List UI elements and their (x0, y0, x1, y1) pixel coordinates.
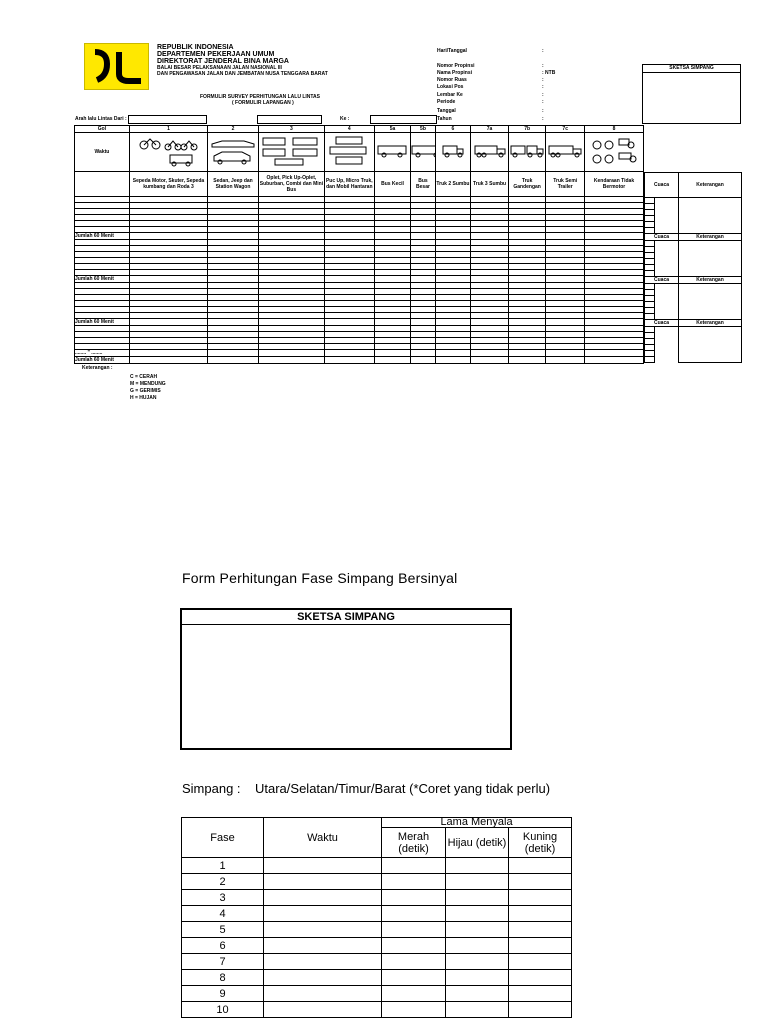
info-value: : (542, 92, 544, 98)
keterangan-cell[interactable] (679, 241, 742, 277)
sketsa-small-title: SKETSA SIMPANG (643, 65, 740, 73)
fase-number: 1 (182, 858, 264, 874)
total-cell[interactable] (324, 233, 374, 240)
fase-input-cell[interactable] (509, 858, 572, 874)
count-cell[interactable] (435, 350, 471, 357)
count-cell[interactable] (471, 350, 509, 357)
non-motorized-icon (585, 133, 644, 172)
desc-gol-7b: Truk Gandengan (508, 172, 546, 197)
survey-table (74, 125, 644, 364)
fase-input-cell[interactable] (509, 954, 572, 970)
icon-row (75, 133, 644, 172)
fase-input-cell[interactable] (509, 906, 572, 922)
fase-number: 8 (182, 970, 264, 986)
survey-body (75, 197, 644, 364)
total-cell[interactable] (324, 357, 374, 364)
fase-input-cell[interactable] (446, 906, 509, 922)
fase-input-cell[interactable] (446, 938, 509, 954)
fase-input-cell[interactable] (264, 890, 382, 906)
fase-input-cell[interactable] (264, 874, 382, 890)
gol-7b: 7b (508, 126, 546, 133)
info-label: Periode (437, 99, 456, 105)
cuaca-subheader (645, 320, 742, 327)
cuaca-header: Cuaca (645, 320, 679, 327)
cuaca-subheader (645, 277, 742, 284)
gol-2: 2 (208, 126, 259, 133)
total-cell[interactable] (411, 319, 435, 326)
org-line-3: DIREKTORAT JENDERAL BINA MARGA (157, 58, 289, 65)
small-bus-icon (374, 133, 411, 172)
desc-blank (75, 172, 130, 197)
desc-gol-4: Puc Up, Micro Truk, dan Mobil Hantaran (324, 172, 374, 197)
arah-field[interactable] (128, 115, 207, 124)
fase-row (182, 858, 572, 874)
total-cell[interactable] (374, 233, 411, 240)
total-cell[interactable] (471, 276, 509, 283)
total-cell[interactable] (411, 233, 435, 240)
gol-1: 1 (129, 126, 207, 133)
info-row (437, 63, 544, 69)
fase-number: 2 (182, 874, 264, 890)
fase-number: 7 (182, 954, 264, 970)
fase-row (182, 986, 572, 1002)
total-cell[interactable] (585, 276, 644, 283)
keterangan-header: Keterangan (679, 234, 742, 241)
fase-input-cell[interactable] (446, 874, 509, 890)
fase-input-cell[interactable] (382, 1002, 446, 1018)
total-cell[interactable] (208, 276, 259, 283)
truck-3-axle-icon (471, 133, 509, 172)
count-cell[interactable] (546, 350, 585, 357)
legend-item: H = HUJAN (130, 395, 157, 401)
info-label: Nomor Ruas (437, 77, 467, 83)
total-cell[interactable] (258, 233, 324, 240)
total-cell[interactable] (374, 319, 411, 326)
total-cell[interactable] (508, 319, 546, 326)
ministry-logo (84, 43, 149, 90)
desc-gol-5a: Bus Kecil (374, 172, 411, 197)
keterangan-header: Keterangan (679, 173, 742, 198)
info-row (437, 84, 544, 90)
total-cell[interactable] (374, 276, 411, 283)
keterangan-cell[interactable] (679, 327, 742, 363)
info-row (437, 77, 544, 83)
desc-gol-7a: Truk 3 Sumbu (471, 172, 509, 197)
count-cell[interactable] (258, 350, 324, 357)
jumlah-label: Jumlah 60 Menit (75, 276, 130, 283)
cuaca-gap (655, 357, 679, 363)
sketsa-simpang-box[interactable] (180, 608, 512, 750)
total-cell[interactable] (374, 357, 411, 364)
desc-gol-5b: Bus Besar (411, 172, 435, 197)
desc-gol-2: Sedan, Jeep dan Station Wagon (208, 172, 259, 197)
keterangan-cell[interactable] (679, 198, 742, 234)
total-cell[interactable] (546, 233, 585, 240)
total-cell[interactable] (258, 319, 324, 326)
fase-table (181, 817, 572, 1018)
fase-number: 4 (182, 906, 264, 922)
motorcycle-icon (129, 133, 207, 172)
count-cell[interactable] (324, 350, 374, 357)
hijau-header: Hijau (detik) (446, 828, 509, 858)
total-cell[interactable] (129, 357, 207, 364)
form-title: FORMULIR SURVEY PERHITUNGAN LALU LINTAS (200, 94, 321, 100)
total-cell[interactable] (471, 233, 509, 240)
waktu-label: Waktu (75, 133, 130, 172)
merah-header: Merah (detik) (382, 828, 446, 858)
fase-input-cell[interactable] (509, 970, 572, 986)
org-line-1: REPUBLIK INDONESIA (157, 44, 234, 51)
org-line-4: BALAI BESAR PELAKSANAAN JALAN NASIONAL III (157, 65, 282, 71)
total-cell[interactable] (258, 357, 324, 364)
cuaca-body (645, 198, 742, 363)
count-cell[interactable] (129, 350, 207, 357)
total-cell[interactable] (411, 276, 435, 283)
keterangan-cell[interactable] (679, 284, 742, 320)
info-label: Lokasi Pos (437, 84, 464, 90)
info-value: : (542, 77, 544, 83)
total-cell[interactable] (324, 276, 374, 283)
total-cell[interactable] (435, 319, 471, 326)
fase-input-cell[interactable] (382, 874, 446, 890)
sketsa-simpang-box-small[interactable] (642, 64, 741, 124)
fase-row (182, 922, 572, 938)
fase-number: 9 (182, 986, 264, 1002)
fase-input-cell[interactable] (446, 986, 509, 1002)
total-cell[interactable] (546, 276, 585, 283)
legend-item: M = MENDUNG (130, 381, 166, 387)
total-cell[interactable] (258, 276, 324, 283)
info-value: : NTB (542, 70, 556, 76)
pickup-icon (324, 133, 374, 172)
info-label: Lembar Ke (437, 92, 463, 98)
gol-3: 3 (258, 126, 324, 133)
total-cell[interactable] (471, 319, 509, 326)
fase-input-cell[interactable] (264, 970, 382, 986)
fase-number: 3 (182, 890, 264, 906)
fase-input-cell[interactable] (264, 954, 382, 970)
fase-row (182, 906, 572, 922)
ke-label: Ke : (340, 116, 350, 122)
semi-trailer-icon (546, 133, 585, 172)
count-cell[interactable] (208, 350, 259, 357)
info-row (437, 92, 544, 98)
gol-4: 4 (324, 126, 374, 133)
total-cell[interactable] (435, 357, 471, 364)
simpang-label: Simpang : (182, 781, 241, 796)
fase-header: Fase (182, 818, 264, 858)
fase-input-cell[interactable] (382, 986, 446, 1002)
count-cell[interactable] (411, 350, 435, 357)
fase-input-cell[interactable] (446, 954, 509, 970)
total-cell[interactable] (508, 357, 546, 364)
fase-row (182, 970, 572, 986)
info-label: Nomor Propinsi (437, 63, 475, 69)
fase-input-cell[interactable] (382, 906, 446, 922)
total-cell[interactable] (208, 319, 259, 326)
total-cell[interactable] (208, 233, 259, 240)
total-cell[interactable] (508, 276, 546, 283)
keterangan-header: Keterangan (679, 320, 742, 327)
legend-item: C = CERAH (130, 374, 158, 380)
truck-trailer-icon (508, 133, 546, 172)
count-cell[interactable] (374, 350, 411, 357)
total-cell[interactable] (129, 233, 207, 240)
count-cell[interactable] (508, 350, 546, 357)
gol-label: Gol (75, 126, 130, 133)
description-row (75, 172, 644, 197)
total-cell[interactable] (129, 319, 207, 326)
total-cell[interactable] (471, 357, 509, 364)
fase-row (182, 938, 572, 954)
big-bus-icon (411, 133, 435, 172)
count-cell[interactable] (585, 350, 644, 357)
total-cell[interactable] (585, 233, 644, 240)
jumlah-label: Jumlah 60 Menit (75, 357, 130, 364)
total-cell[interactable] (546, 357, 585, 364)
info-label: Nama Propinsi (437, 70, 473, 76)
fase-input-cell[interactable] (446, 890, 509, 906)
gol-7c: 7c (546, 126, 585, 133)
legend-item: G = GERIMIS (130, 388, 161, 394)
data-row (75, 350, 644, 357)
gol-5b: 5b (411, 126, 435, 133)
info-value: : (542, 116, 544, 122)
time-cell: ........ " ........ (75, 350, 130, 357)
info-label: Tanggal (437, 108, 456, 114)
total-cell[interactable] (585, 319, 644, 326)
fase-row (182, 954, 572, 970)
fase-input-cell[interactable] (382, 970, 446, 986)
waktu-header: Waktu (264, 818, 382, 858)
total-cell[interactable] (546, 319, 585, 326)
jumlah-label: Jumlah 60 Menit (75, 319, 130, 326)
total-row (75, 319, 644, 326)
desc-gol-7c: Truk Semi Trailer (546, 172, 585, 197)
desc-gol-3: Oplet, Pick Up-Oplet, Suburban, Combi dan Mini Bus (258, 172, 324, 197)
total-cell[interactable] (435, 276, 471, 283)
info-row (437, 108, 544, 114)
total-cell[interactable] (324, 319, 374, 326)
fase-input-cell[interactable] (446, 858, 509, 874)
fase-input-cell[interactable] (509, 874, 572, 890)
fase-input-cell[interactable] (509, 890, 572, 906)
sedan-icon (208, 133, 259, 172)
fase-input-cell[interactable] (264, 986, 382, 1002)
desc-gol-6: Truk 2 Sumbu (435, 172, 471, 197)
fase-number: 5 (182, 922, 264, 938)
cuaca-header: Cuaca (645, 234, 679, 241)
org-line-2: DEPARTEMEN PEKERJAAN UMUM (157, 51, 275, 58)
jumlah-label: Jumlah 60 Menit (75, 233, 130, 240)
info-value: : (542, 48, 544, 54)
fase-number: 10 (182, 1002, 264, 1018)
fase-input-cell[interactable] (264, 922, 382, 938)
fase-input-cell[interactable] (264, 906, 382, 922)
info-row (437, 99, 544, 105)
fase-input-cell[interactable] (382, 938, 446, 954)
total-row (75, 233, 644, 240)
fase-header-row-1 (182, 818, 572, 828)
fase-input-cell[interactable] (509, 986, 572, 1002)
fase-input-cell[interactable] (446, 922, 509, 938)
kuning-header: Kuning (detik) (509, 828, 572, 858)
total-row (75, 357, 644, 364)
fase-input-cell[interactable] (264, 1002, 382, 1018)
arah-label: Arah lalu Lintas Dari : (75, 116, 127, 122)
desc-gol-8: Kendaraan Tidak Bermotor (585, 172, 644, 197)
gol-7a: 7a (471, 126, 509, 133)
fase-number: 6 (182, 938, 264, 954)
total-cell[interactable] (435, 233, 471, 240)
gol-row (75, 126, 644, 133)
fase-input-cell[interactable] (446, 1002, 509, 1018)
fase-input-cell[interactable] (509, 922, 572, 938)
lama-menyala-header: Lama Menyala (382, 818, 572, 828)
fase-input-cell[interactable] (264, 858, 382, 874)
form-subtitle: ( FORMULIR LAPANGAN ) (232, 100, 294, 106)
gol-5a: 5a (374, 126, 411, 133)
total-row (75, 276, 644, 283)
fase-input-cell[interactable] (382, 890, 446, 906)
info-label: Tahun (437, 116, 452, 122)
fase-input-cell[interactable] (382, 954, 446, 970)
info-value: : (542, 84, 544, 90)
fase-input-cell[interactable] (382, 858, 446, 874)
total-cell[interactable] (129, 276, 207, 283)
minibus-icon (258, 133, 324, 172)
fase-input-cell[interactable] (382, 922, 446, 938)
gol-6: 6 (435, 126, 471, 133)
info-value: : (542, 108, 544, 114)
total-cell[interactable] (585, 357, 644, 364)
desc-gol-1: Sepeda Motor, Skuter, Sepeda kumbang dan Roda 3 (129, 172, 207, 197)
org-line-5: DAN PENGAWASAN JALAN DAN JEMBATAN NUSA TENGGARA BARAT (157, 71, 328, 77)
sketsa-big-title: SKETSA SIMPANG (182, 610, 510, 625)
cuaca-cell[interactable] (645, 357, 655, 363)
simpang-value: Utara/Selatan/Timur/Barat (*Coret yang tidak perlu) (255, 781, 551, 796)
arah-field-2[interactable] (257, 115, 322, 124)
simpang-line (182, 781, 550, 796)
truck-2-axle-icon (435, 133, 471, 172)
cuaca-subheader (645, 234, 742, 241)
fase-body (182, 858, 572, 1018)
cuaca-header-row (645, 173, 742, 198)
form2-title: Form Perhitungan Fase Simpang Bersinyal (182, 570, 458, 586)
total-cell[interactable] (208, 357, 259, 364)
info-value: : (542, 99, 544, 105)
info-row (437, 116, 544, 122)
info-row (437, 48, 544, 54)
fase-input-cell[interactable] (509, 938, 572, 954)
fase-input-cell[interactable] (446, 970, 509, 986)
gol-8: 8 (585, 126, 644, 133)
total-cell[interactable] (508, 233, 546, 240)
fase-input-cell[interactable] (264, 938, 382, 954)
cuaca-header: Cuaca (645, 173, 679, 198)
legend-title: Keterangan : (82, 365, 113, 371)
total-cell[interactable] (411, 357, 435, 364)
fase-row (182, 1002, 572, 1018)
info-label: Hari/Tanggal (437, 48, 467, 54)
keterangan-header: Keterangan (679, 277, 742, 284)
fase-row (182, 890, 572, 906)
ke-field[interactable] (370, 115, 437, 124)
cuaca-table (644, 172, 742, 363)
info-value: : (542, 63, 544, 69)
fase-input-cell[interactable] (509, 1002, 572, 1018)
cuaca-header: Cuaca (645, 277, 679, 284)
info-row (437, 70, 556, 76)
fase-row (182, 874, 572, 890)
